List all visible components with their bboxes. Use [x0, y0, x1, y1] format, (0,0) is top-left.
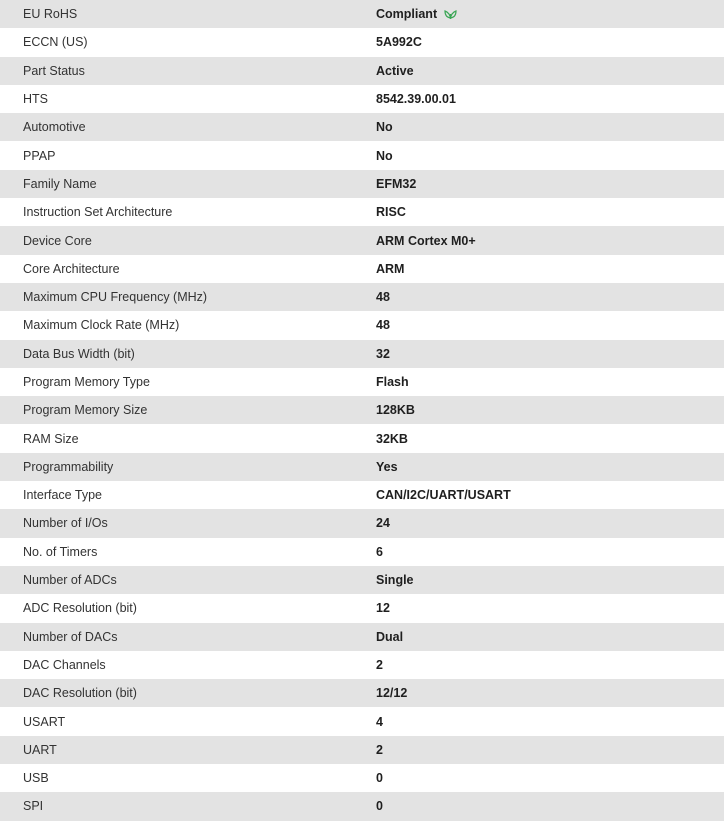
spec-label: Data Bus Width (bit): [23, 346, 135, 361]
spec-value: [376, 375, 724, 389]
spec-label: HTS: [23, 92, 48, 107]
spec-label: Automotive: [23, 120, 86, 135]
spec-value: [376, 35, 724, 49]
spec-value-text: No: [376, 148, 393, 163]
spec-value-text: CAN/I2C/UART/USART: [376, 488, 511, 503]
spec-row: [0, 0, 724, 28]
spec-row: [0, 57, 724, 85]
spec-label: Number of DACs: [23, 629, 118, 644]
spec-label: DAC Channels: [23, 657, 106, 672]
spec-value: [376, 573, 724, 587]
spec-value-text: ARM: [376, 261, 405, 276]
spec-row: [0, 792, 724, 820]
spec-value: [376, 743, 724, 757]
spec-label: Maximum CPU Frequency (MHz): [23, 290, 208, 305]
spec-value-text: 24: [376, 516, 390, 531]
spec-value: [376, 658, 724, 672]
spec-label: No. of Timers: [23, 544, 98, 559]
spec-value-text: RISC: [376, 205, 406, 220]
spec-label: ADC Resolution (bit): [23, 601, 137, 616]
spec-value: [376, 771, 724, 785]
spec-row: [0, 396, 724, 424]
spec-row: [0, 28, 724, 56]
spec-value: [376, 545, 724, 559]
spec-row: [0, 764, 724, 792]
spec-label: Part Status: [23, 63, 85, 78]
spec-row: [0, 340, 724, 368]
spec-value: [376, 630, 724, 644]
spec-value: [376, 290, 724, 304]
spec-value: [376, 64, 724, 78]
spec-row: [0, 424, 724, 452]
spec-value-text: 128KB: [376, 403, 415, 418]
spec-label: SPI: [23, 799, 44, 814]
spec-label: PPAP: [23, 148, 56, 163]
spec-row: [0, 255, 724, 283]
spec-label: Number of I/Os: [23, 516, 108, 531]
spec-row: [0, 283, 724, 311]
spec-label: EU RoHS: [23, 7, 78, 22]
spec-value: [376, 205, 724, 219]
spec-value-text: 0: [376, 799, 383, 814]
spec-row: [0, 538, 724, 566]
spec-value-text: 4: [376, 714, 383, 729]
spec-value-text: 2: [376, 742, 383, 757]
spec-row: [0, 85, 724, 113]
spec-row: [0, 170, 724, 198]
spec-value-text: 48: [376, 290, 390, 305]
spec-value: [376, 460, 724, 474]
spec-row: [0, 198, 724, 226]
spec-label: Device Core: [23, 233, 92, 248]
spec-value: [376, 799, 724, 813]
spec-value: [376, 347, 724, 361]
spec-value: [376, 403, 724, 417]
spec-value-text: Dual: [376, 629, 404, 644]
spec-value: [376, 516, 724, 530]
spec-value-text: 2: [376, 657, 383, 672]
spec-value-text: 32: [376, 346, 390, 361]
spec-label: RAM Size: [23, 431, 79, 446]
spec-label: Family Name: [23, 176, 97, 191]
spec-row: [0, 566, 724, 594]
spec-value: [376, 92, 724, 106]
spec-row: [0, 226, 724, 254]
leaf-icon: [444, 9, 457, 20]
spec-value: [376, 120, 724, 134]
spec-value-text: Single: [376, 573, 414, 588]
spec-row: [0, 453, 724, 481]
spec-label: Instruction Set Architecture: [23, 205, 173, 220]
spec-row: [0, 509, 724, 537]
spec-value: [376, 149, 724, 163]
spec-value: [376, 686, 724, 700]
spec-value: [376, 715, 724, 729]
spec-value: [376, 262, 724, 276]
spec-row: [0, 736, 724, 764]
spec-value-text: ARM Cortex M0+: [376, 233, 476, 248]
spec-value-text: 48: [376, 318, 390, 333]
spec-value: [376, 432, 724, 446]
spec-value: [376, 234, 724, 248]
spec-value: [376, 318, 724, 332]
spec-label: Program Memory Size: [23, 403, 148, 418]
spec-value-text: 6: [376, 544, 383, 559]
spec-label: Interface Type: [23, 488, 102, 503]
spec-value-text: 12: [376, 601, 390, 616]
spec-label: USB: [23, 771, 49, 786]
spec-label: Maximum Clock Rate (MHz): [23, 318, 180, 333]
spec-row: [0, 141, 724, 169]
spec-value-text: No: [376, 120, 393, 135]
spec-value-text: Active: [376, 63, 414, 78]
spec-value: [376, 601, 724, 615]
spec-row: [0, 311, 724, 339]
spec-row: [0, 481, 724, 509]
spec-row: [0, 651, 724, 679]
spec-value-text: Flash: [376, 375, 409, 389]
spec-value-text: EFM32: [376, 176, 417, 191]
spec-value-text: 32KB: [376, 431, 408, 446]
spec-label: Programmability: [23, 459, 114, 474]
spec-row: [0, 679, 724, 707]
spec-label: USART: [23, 714, 66, 729]
spec-value-text: 8542.39.00.01: [376, 92, 456, 107]
spec-label: ECCN (US): [23, 35, 88, 50]
spec-row: [0, 707, 724, 735]
spec-value-text: 12/12: [376, 686, 408, 701]
spec-label: Program Memory Type: [23, 375, 150, 389]
spec-row: [0, 113, 724, 141]
spec-value: [376, 177, 724, 191]
spec-label: Core Architecture: [23, 261, 120, 276]
spec-label: UART: [23, 742, 57, 757]
spec-value-text: 5A992C: [376, 35, 422, 50]
spec-label: Number of ADCs: [23, 573, 117, 588]
spec-value-text: Yes: [376, 459, 398, 474]
spec-value: [376, 7, 724, 21]
spec-value: [376, 488, 724, 502]
spec-value-text: Compliant: [376, 7, 438, 22]
spec-row: [0, 594, 724, 622]
spec-value-text: 0: [376, 771, 383, 786]
spec-row: [0, 623, 724, 651]
spec-row: [0, 368, 724, 396]
spec-label: DAC Resolution (bit): [23, 686, 137, 701]
